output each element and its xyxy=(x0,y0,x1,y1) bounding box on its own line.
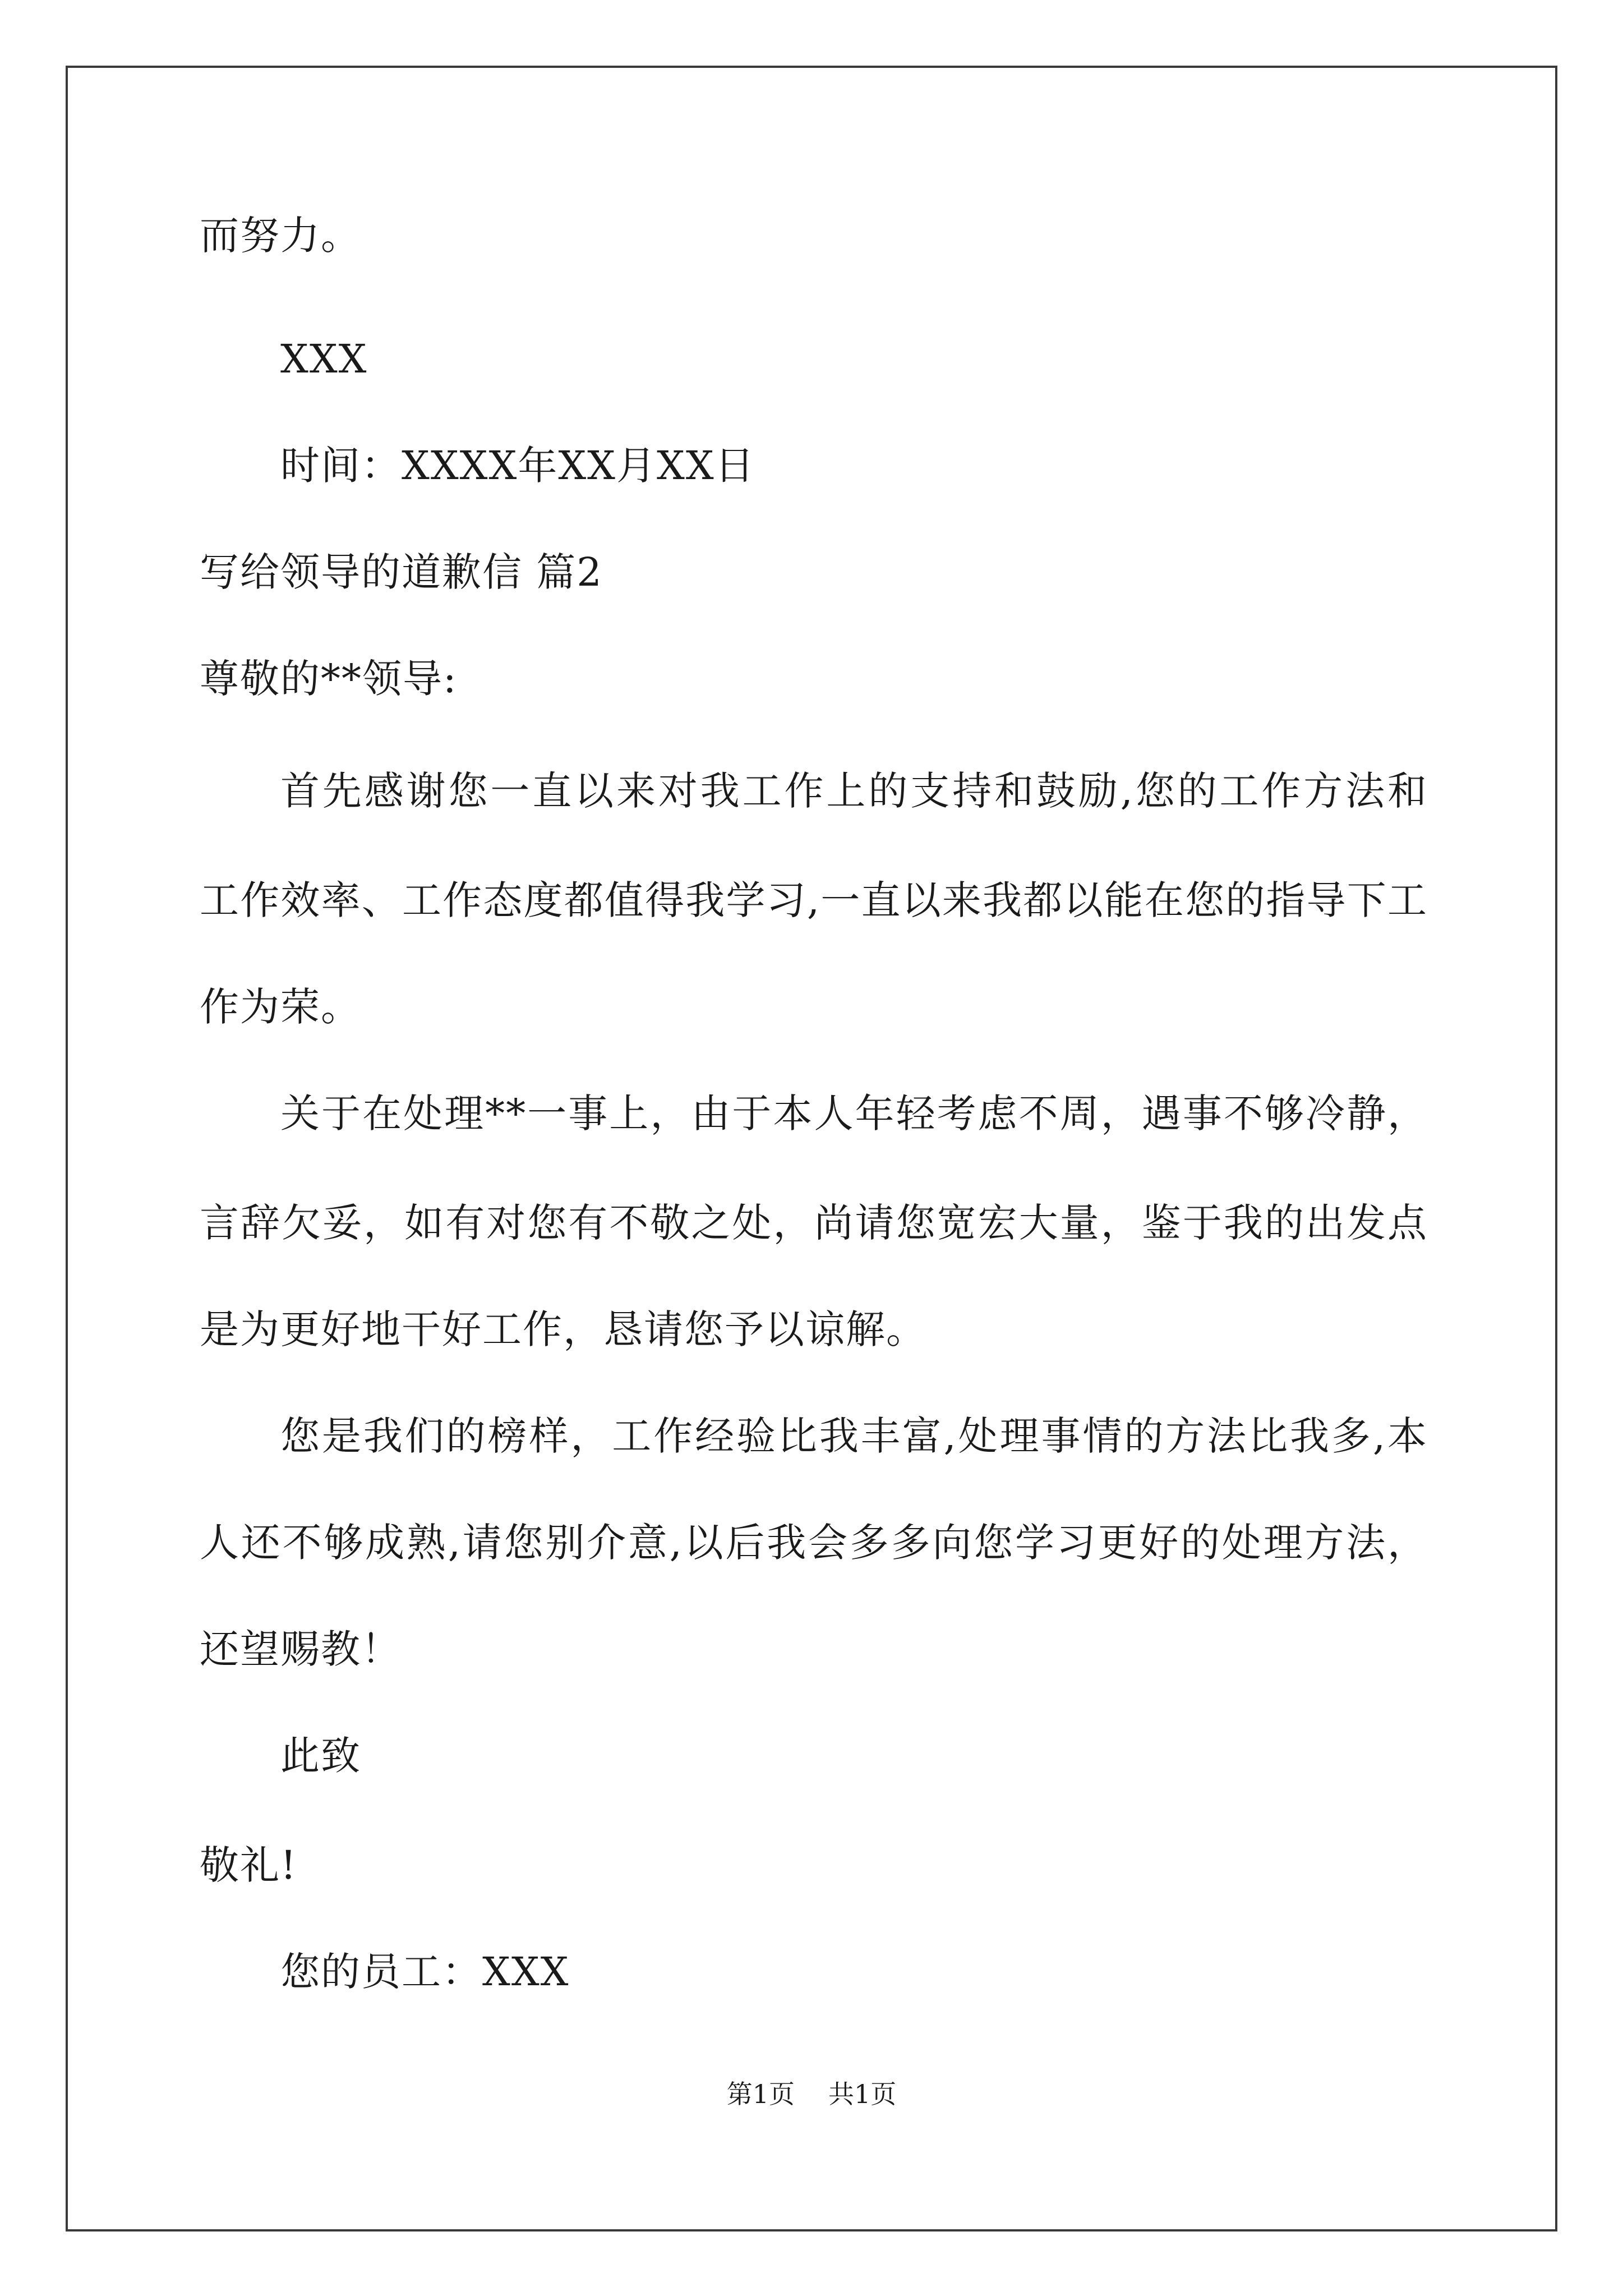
page-border xyxy=(66,66,1557,2231)
paragraph-3-line-2: 人还不够成熟,请您别介意,以后我会多多向您学习更好的处理方法， xyxy=(200,1520,1428,1566)
letter-title: 写给领导的道歉信 篇2 xyxy=(200,549,603,595)
page-footer xyxy=(0,2077,1623,2111)
paragraph-3-line-1: 您是我们的榜样，工作经验比我丰富,处理事情的方法比我多,本 xyxy=(280,1413,1428,1459)
paragraph-1-line-3: 作为荣。 xyxy=(200,984,361,1030)
paragraph-1-line-1: 首先感谢您一直以来对我工作上的支持和鼓励,您的工作方法和 xyxy=(280,768,1428,814)
signature-name: XXX xyxy=(280,336,368,382)
closing-cizhi: 此致 xyxy=(280,1733,361,1779)
paragraph-1-line-2: 工作效率、工作态度都值得我学习,一直以来我都以能在您的指导下工 xyxy=(200,877,1428,923)
closing-jingli: 敬礼! xyxy=(200,1842,298,1888)
page-number-total: 共1页 xyxy=(828,2079,897,2109)
page-number-current: 第1页 xyxy=(726,2079,795,2109)
salutation: 尊敬的**领导: xyxy=(200,656,458,702)
paragraph-2-line-1: 关于在处理**一事上，由于本人年轻考虑不周，遇事不够冷静， xyxy=(280,1091,1428,1137)
date-line: 时间：XXXX年XX月XX日 xyxy=(280,443,755,489)
text-line-closing-fragment: 而努力。 xyxy=(200,213,361,259)
paragraph-2-line-3: 是为更好地干好工作，恳请您予以谅解。 xyxy=(200,1306,926,1352)
paragraph-2-line-2: 言辞欠妥，如有对您有不敬之处，尚请您宽宏大量，鉴于我的出发点 xyxy=(200,1200,1428,1246)
paragraph-3-line-3: 还望赐教！ xyxy=(200,1626,402,1672)
signature-line: 您的员工：XXX xyxy=(280,1949,570,1995)
